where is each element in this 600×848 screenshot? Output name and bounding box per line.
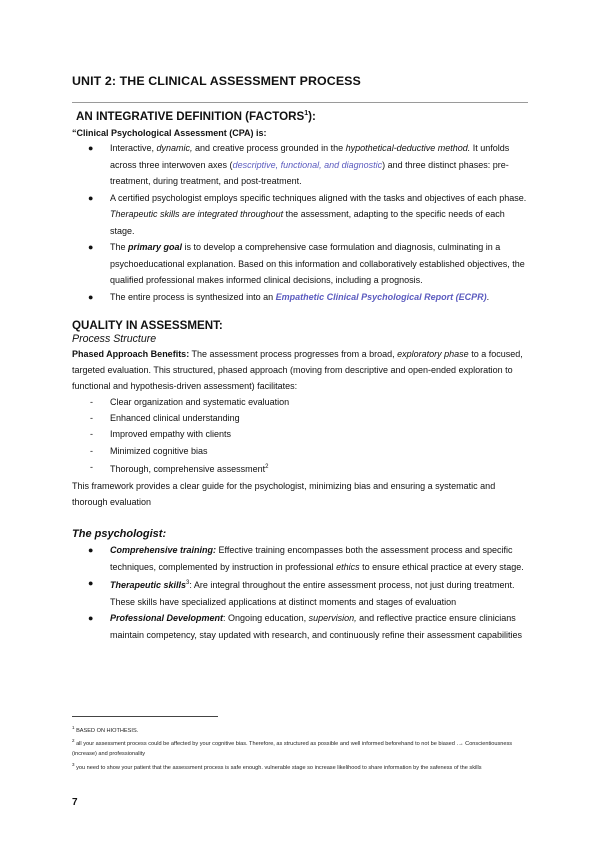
cpa-bullet-list bbox=[72, 140, 528, 305]
section-quality-assessment bbox=[72, 319, 528, 510]
list-item: ● Therapeutic skills$^3$: Are integral throughout the entire assessment process, not just during treatment. These skills have specialized applications at distinct moments and stages of evaluation bbox=[88, 578, 515, 607]
section-integrative-definition bbox=[72, 110, 528, 123]
list-item: ● Interactive, dynamic, and creative process grounded in the hypothetical-deductive method. It unfolds across three interwoven axes (descriptive, functional, and diagnostic) and three distinct phases: pre-treatment, during treatment, and post-treatment. bbox=[88, 143, 510, 186]
unit-title: UNIT 2: THE CLINICAL ASSESSMENT PROCESS bbox=[72, 74, 361, 88]
footnote-ref-1: 1 bbox=[304, 110, 309, 118]
footnote-3: $^3$ you need to show your patient that the assessment process is safe enough. vulnerable stage so increase likelihood to share information by the safeness of the skills bbox=[72, 761, 482, 771]
list-item: - Minimized cognitive bias bbox=[90, 445, 208, 456]
benefits-dash-list bbox=[72, 394, 528, 477]
framework-paragraph: This framework provides a clear guide for the psychologist, minimizing bias and ensuring a systematic and thorough evaluation bbox=[72, 481, 496, 508]
title-divider bbox=[72, 102, 528, 103]
list-item: ● The primary goal is to develop a comprehensive case formulation and diagnosis, culminating in a psychoeducational explanation. Based on this information and collaboratively established objectives, the qualified professional makes informed clinical decisions, including a prognosis. bbox=[88, 242, 525, 285]
psychologist-bullet-list bbox=[72, 542, 528, 643]
footnote-ref-2: 2 bbox=[265, 463, 269, 470]
subtitle-process-structure: Process Structure bbox=[72, 333, 157, 345]
list-item: - Enhanced clinical understanding bbox=[90, 413, 240, 424]
list-item: ● Professional Development: Ongoing education, supervision, and reflective practice ensure clinicians maintain competency, stay updated with research, and continuously refine their assessment capabilities bbox=[88, 613, 523, 640]
section-title-quality: QUALITY IN ASSESSMENT: bbox=[72, 319, 223, 332]
footnotes bbox=[72, 723, 532, 773]
document-page bbox=[72, 74, 528, 643]
page-number: 7 bbox=[72, 797, 78, 808]
section-title-psychologist: The psychologist: bbox=[72, 528, 167, 541]
list-item: ● The entire process is synthesized into an Empathetic Clinical Psychological Report (ECPR). bbox=[88, 291, 490, 302]
section-title-integrative-definition: AN INTEGRATIVE DEFINITION (FACTORS$^1$): bbox=[76, 110, 316, 123]
footnote-1: $^1$ BASED ON HIOTHESIS. bbox=[72, 725, 139, 734]
list-item: - Clear organization and systematic evaluation bbox=[90, 397, 290, 407]
footnote-2: $^2$ all your assessment process could be affected by your cognitive bias. Therefore, as structured as possible and well informed beforehand to not be biased .→ Conscientiousness (increase) and professionality bbox=[72, 738, 513, 757]
list-item: ● A certified psychologist employs specific techniques aligned with the tasks and objectives of each phase. Therapeutic skills are integrated throughout the assessment, adapting to the specific needs of each stage. bbox=[88, 192, 527, 236]
footnote-divider bbox=[72, 716, 218, 717]
ecpr-highlight: Empathetic Clinical Psychological Report (ECPR) bbox=[275, 291, 487, 302]
list-item: - Thorough, comprehensive assessment$^2$ bbox=[90, 461, 269, 474]
list-item: ● Comprehensive training: Effective training encompasses both the assessment process and specific techniques, complemented by instruction in professional ethics to ensure ethical practice at every stage. bbox=[88, 545, 524, 572]
footnote-ref-3: 3 bbox=[186, 580, 190, 587]
axes-highlight: descriptive, functional, and diagnostic bbox=[232, 159, 383, 170]
phased-approach-paragraph: Phased Approach Benefits: The assessment process progresses from a broad, exploratory phase to a focused, targeted evaluation. This structured, phased approach (moving from descriptive and open-ended exploration to functional and hypothesis-driven assessment) facilitates: bbox=[72, 349, 523, 391]
cpa-intro: “Clinical Psychological Assessment (CPA) is: bbox=[72, 128, 267, 138]
list-item: - Improved empathy with clients bbox=[90, 429, 232, 440]
